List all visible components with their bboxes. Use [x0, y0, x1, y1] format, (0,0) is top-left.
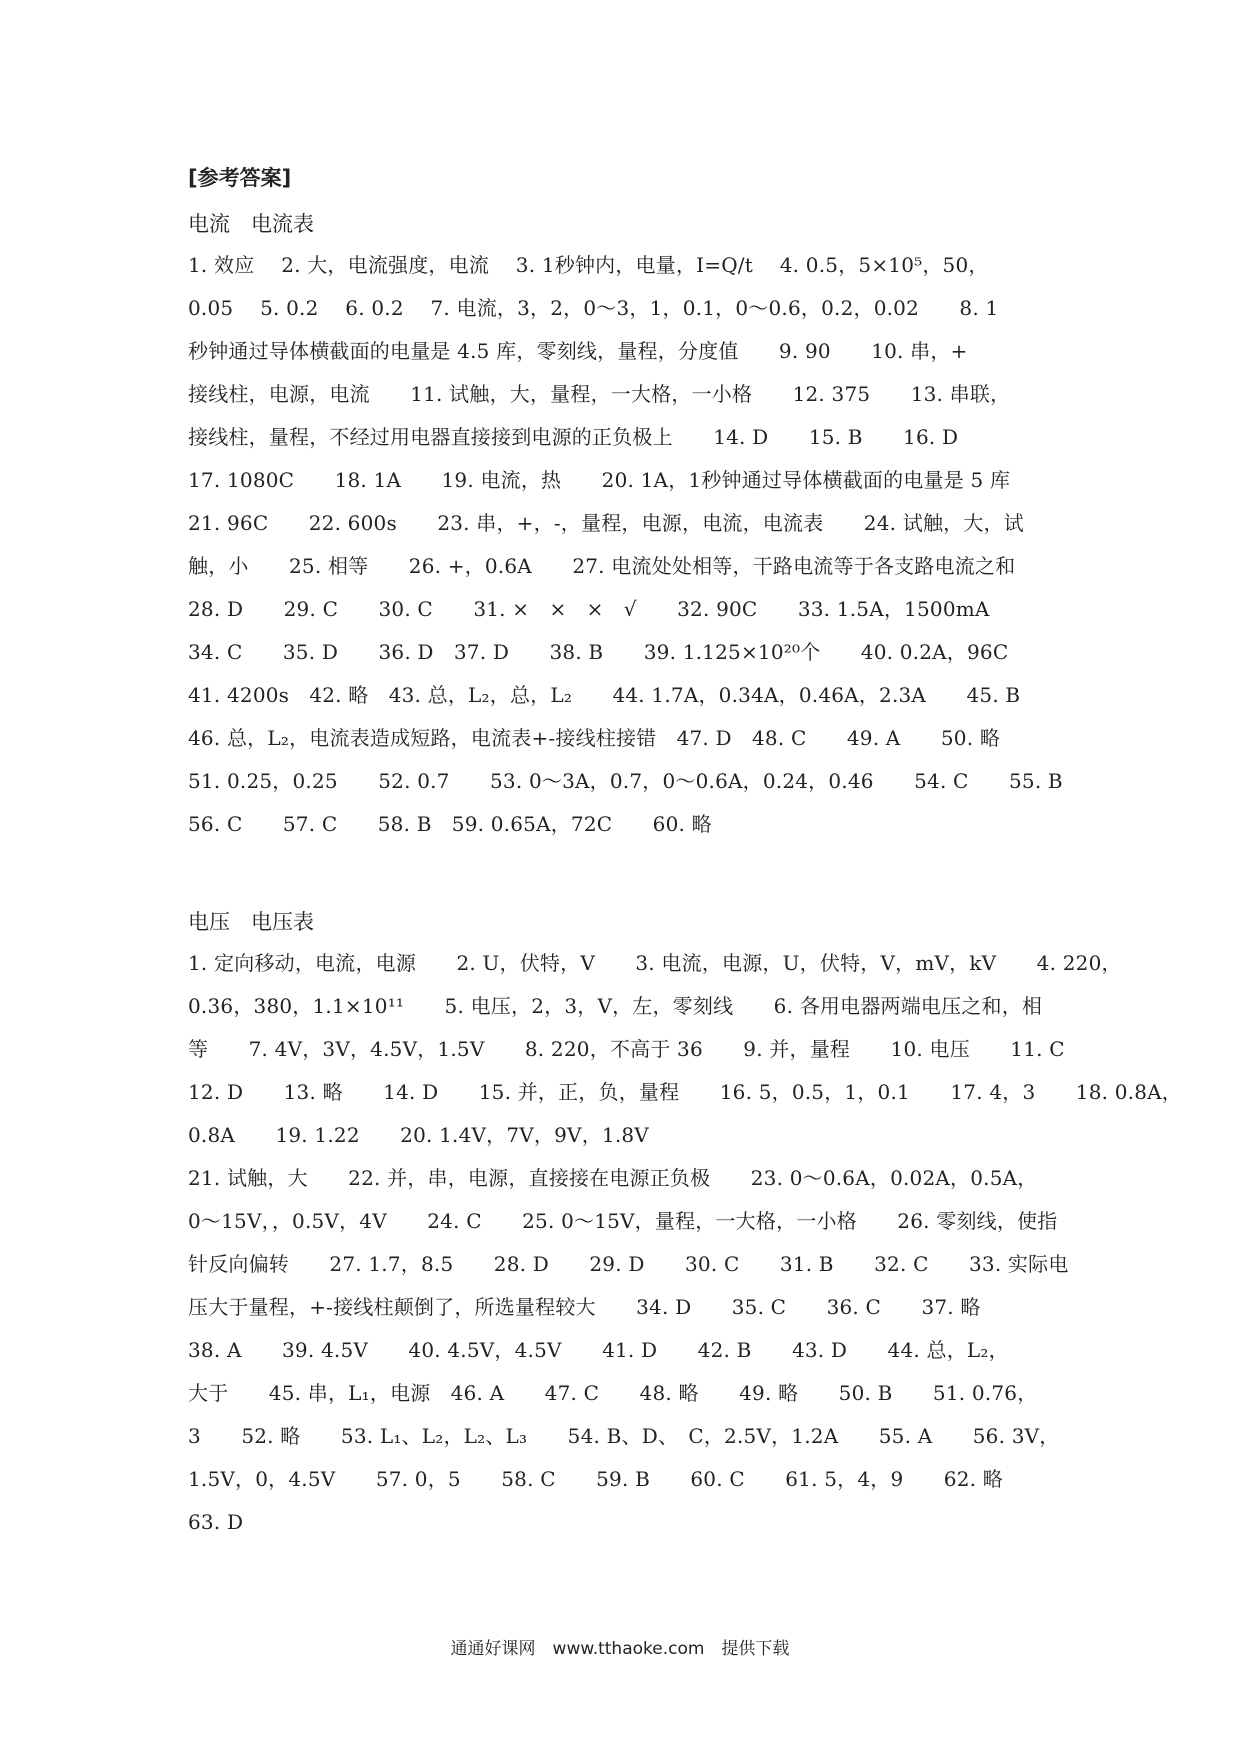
answer-line: 0.8A 19. 1.22 20. 1.4V，7V，9V，1.8V [188, 1123, 649, 1147]
page-footer: 通通好课网 www.tthaoke.com 提供下载 [450, 1639, 790, 1659]
answer-line: 接线柱，电源，电流 11. 试触，大，量程，一大格，一小格 12. 375 13. 串联， [188, 382, 1011, 406]
answer-line: 17. 1080C 18. 1A 19. 电流，热 20. 1A，1秒钟通过导体横截面的电量是 5 库 [188, 468, 1011, 492]
section-title-voltage: 电压 电压表 [188, 910, 314, 934]
answer-line: 0.36，380，1.1×10¹¹ 5. 电压，2，3，V，左，零刻线 6. 各用电器两端电压之和，相 [188, 994, 1043, 1018]
answer-line: 3 52. 略 53. L₁、L₂，L₂、L₃ 54. B、D、 C，2.5V，1.2A 55. A 56. 3V， [188, 1424, 1060, 1448]
answer-line: 1. 定向移动，电流，电源 2. U，伏特，V 3. 电流，电源，U，伏特，V，mV，kV 4. 220， [188, 951, 1122, 975]
answer-document [188, 160, 1182, 1544]
answer-line: 接线柱，量程，不经过用电器直接接到电源的正负极上 14. D 15. B 16. D [188, 425, 959, 449]
answer-line: 12. D 13. 略 14. D 15. 并，正，负，量程 16. 5，0.5，1，0.1 17. 4，3 18. 0.8A， [188, 1080, 1182, 1104]
spacer [188, 846, 1068, 902]
answer-line: 1. 效应 2. 大，电流强度，电流 3. 1秒钟内，电量，I=Q/t 4. 0.5，5×10⁵，50， [188, 253, 989, 277]
answer-line: 0.05 5. 0.2 6. 0.2 7. 电流，3，2，0～3，1，0.1，0～0.6，0.2，0.02 8. 1 [188, 296, 999, 320]
answer-line: 等 7. 4V，3V，4.5V，1.5V 8. 220，不高于 36 9. 并，量程 10. 电压 11. C [188, 1037, 1065, 1061]
answer-line: 38. A 39. 4.5V 40. 4.5V，4.5V 41. D 42. B 43. D 44. 总，L₂， [188, 1338, 1009, 1362]
answer-line: 触，小 25. 相等 26. +，0.6A 27. 电流处处相等，干路电流等于各支路电流之和 [188, 554, 1016, 578]
answer-line: 56. C 57. C 58. B 59. 0.65A，72C 60. 略 [188, 812, 712, 836]
answer-line: 1.5V，0，4.5V 57. 0，5 58. C 59. B 60. C 61. 5，4，9 62. 略 [188, 1467, 1003, 1491]
spacer [188, 196, 1068, 204]
answer-line: 63. D [188, 1510, 244, 1534]
answer-line: 秒钟通过导体横截面的电量是 4.5 库，零刻线，量程，分度值 9. 90 10. 串，+ [188, 339, 968, 363]
section-current-lines [188, 244, 1068, 846]
answer-line: 21. 96C 22. 600s 23. 串，+，-，量程，电源，电流，电流表 24. 试触，大，试 [188, 511, 1024, 535]
section-voltage-lines [188, 942, 1182, 1544]
answer-line: 41. 4200s 42. 略 43. 总，L₂，总，L₂ 44. 1.7A，0.34A，0.46A，2.3A 45. B [188, 683, 1021, 707]
answer-line: 21. 试触，大 22. 并，串，电源，直接接在电源正负极 23. 0～0.6A，0.02A，0.5A， [188, 1166, 1038, 1190]
answer-line: 大于 45. 串，L₁，电源 46. A 47. C 48. 略 49. 略 50. B 51. 0.76， [188, 1381, 1038, 1405]
answer-line: 46. 总，L₂，电流表造成短路，电流表+-接线柱接错 47. D 48. C 49. A 50. 略 [188, 726, 1001, 750]
section-title-current: 电流 电流表 [188, 212, 314, 236]
document-heading: [参考答案] [188, 166, 292, 190]
answer-line: 针反向偏转 27. 1.7，8.5 28. D 29. D 30. C 31. B 32. C 33. 实际电 [188, 1252, 1069, 1276]
answer-line: 28. D 29. C 30. C 31. × × × √ 32. 90C 33. 1.5A，1500mA [188, 597, 990, 621]
answer-line: 0～15V，，0.5V，4V 24. C 25. 0～15V，量程，一大格，一小格 26. 零刻线，使指 [188, 1209, 1058, 1233]
answer-line: 34. C 35. D 36. D 37. D 38. B 39. 1.125×10²⁰个 40. 0.2A，96C [188, 640, 1009, 664]
answer-line: 51. 0.25，0.25 52. 0.7 53. 0～3A，0.7，0～0.6A，0.24，0.46 54. C 55. B [188, 769, 1063, 793]
answer-line: 压大于量程，+-接线柱颠倒了，所选量程较大 34. D 35. C 36. C 37. 略 [188, 1295, 981, 1319]
